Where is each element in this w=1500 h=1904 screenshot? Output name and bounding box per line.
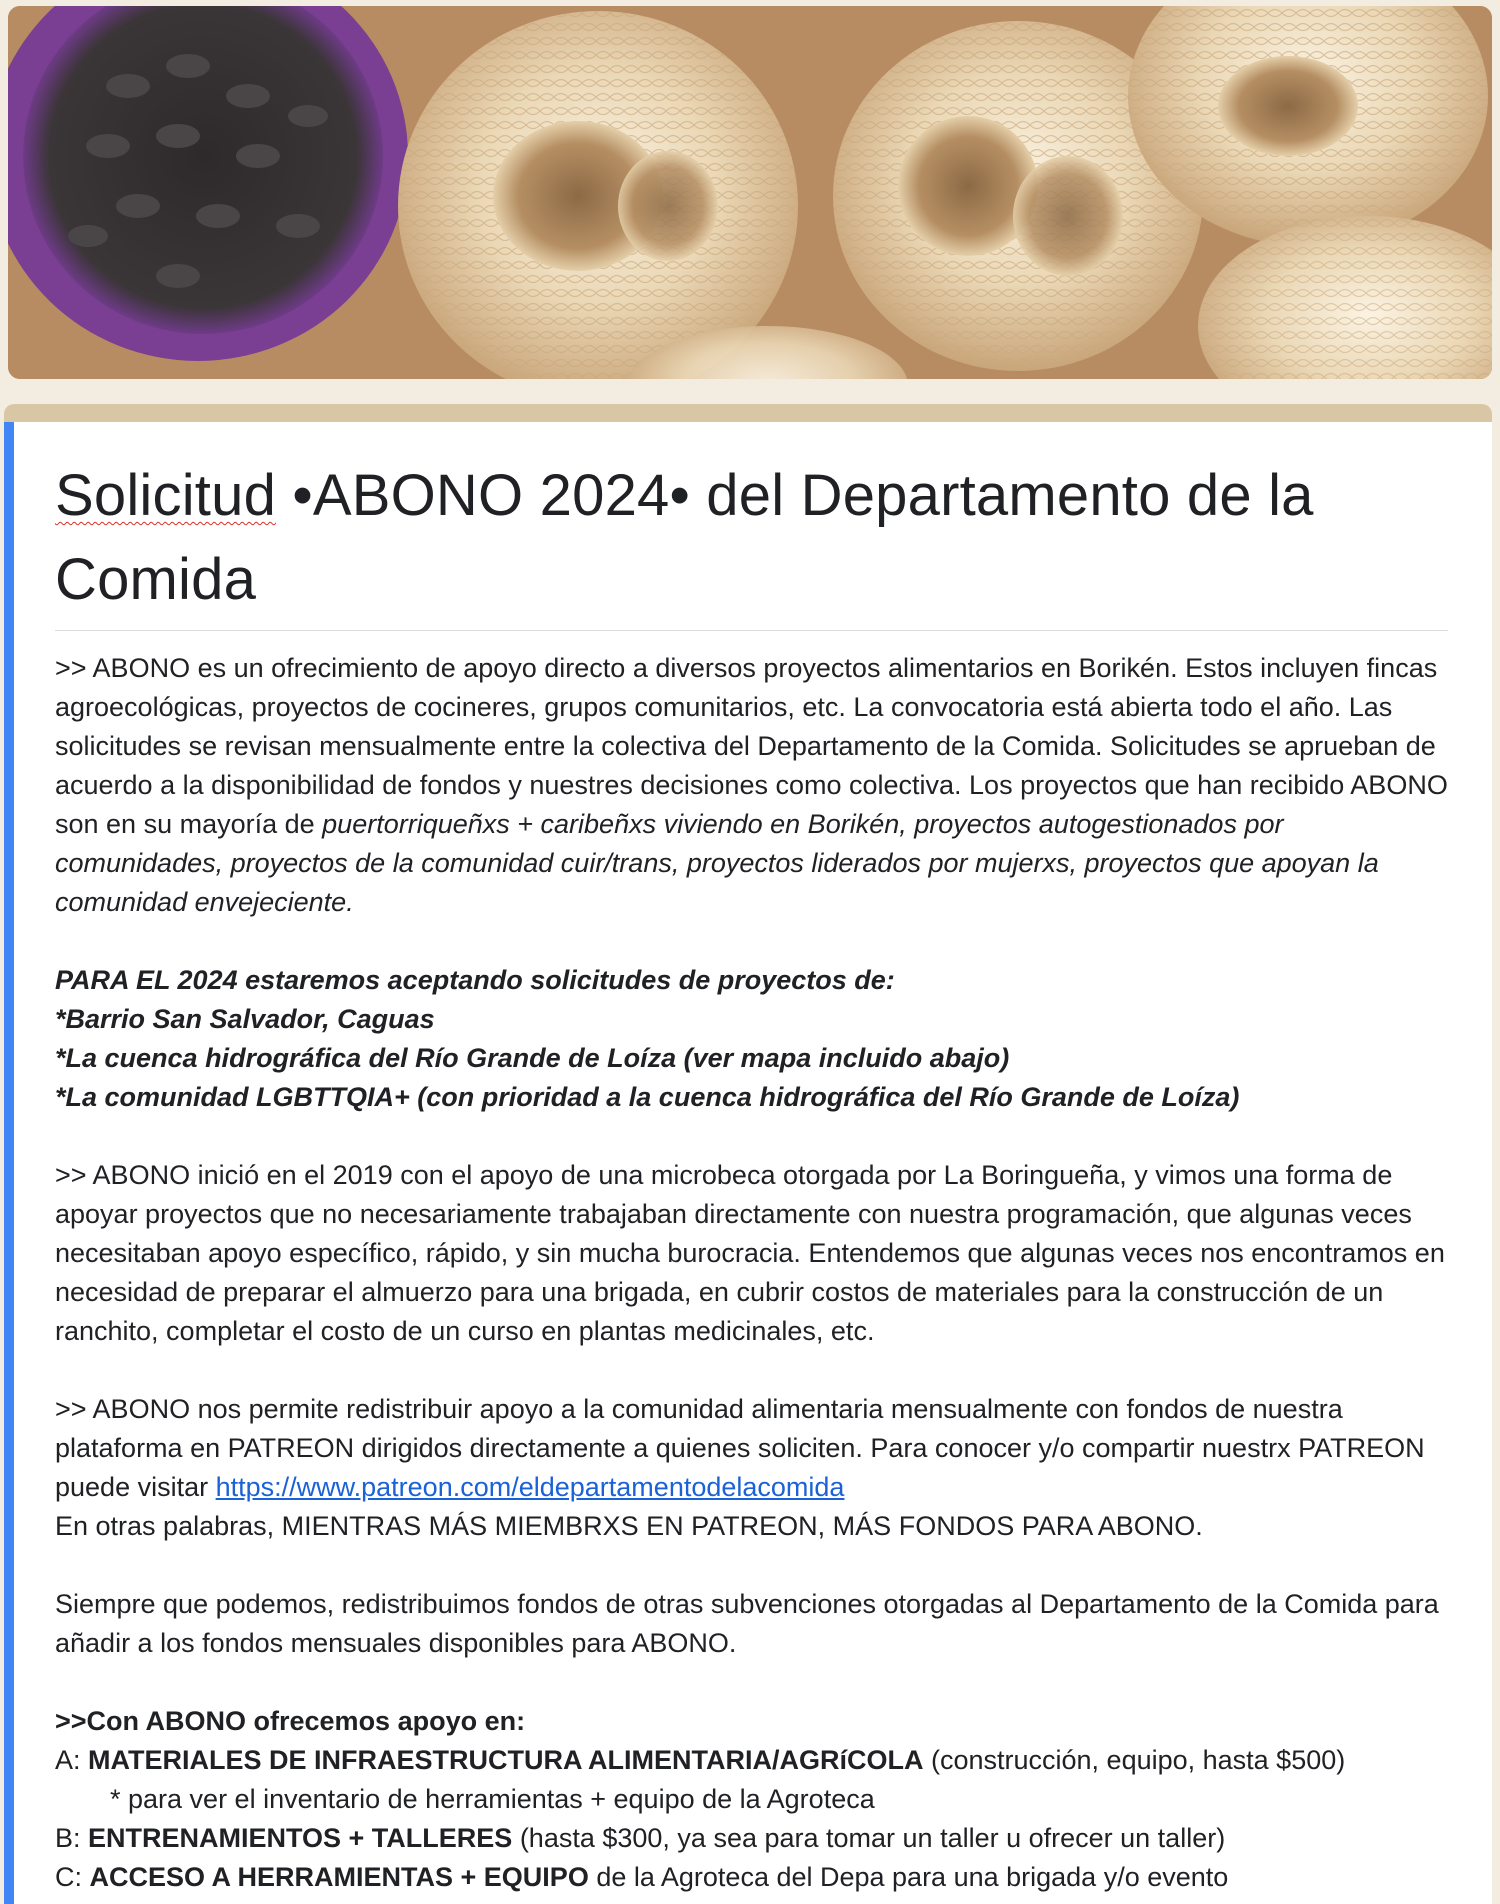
priority-item: *Barrio San Salvador, Caguas (55, 1004, 435, 1034)
card-accent-bar (4, 404, 1492, 422)
form-title-first-word: Solicitud (55, 463, 277, 528)
form-header-content (55, 454, 1448, 1897)
support-item-bold: MATERIALES DE INFRAESTRUCTURA ALIMENTARIA/AGRíCOLA (88, 1745, 924, 1775)
loofah-photo (8, 6, 1492, 379)
priority-item: *La comunidad LGBTTQIA+ (con prioridad a la cuenca hidrográfica del Río Grande de Loíza) (55, 1082, 1240, 1112)
support-item-bold: ENTRENAMIENTOS + TALLERES (88, 1823, 513, 1853)
description-p1-text: >> ABONO es un ofrecimiento de apoyo directo a diversos proyectos alimentarios en Borikén. Estos incluyen fincas agroecológicas, proyectos de cocineres, grupos comunitarios, etc. La convocatoria está abierta todo el año. Las solicitudes se revisan mensualmente entre la colectiva del Departamento de la Comida. Solicitudes se aprueban de acuerdo a la disponibilidad de fondos y nuestres decisiones como colectiva. Los proyectos que han recibido ABONO son en su mayoría de (55, 653, 1448, 839)
support-item-rest: (hasta $300, ya sea para tomar un taller u ofrecer un taller) (512, 1823, 1226, 1853)
support-item-a-note: * para ver el inventario de herramientas + equipo de la Agroteca (110, 1784, 875, 1814)
description-p3-text: >> ABONO nos permite redistribuir apoyo a la comunidad alimentaria mensualmente con fondos de nuestra plataforma en PATREON dirigidos directamente a quienes soliciten. Para conocer y/o compartir nuestrx PATREON puede visitar (55, 1394, 1425, 1502)
form-title-rest: •ABONO 2024• del Departamento de la Comida (55, 463, 1314, 612)
support-item-c (55, 1858, 1448, 1897)
support-item-letter: A: (55, 1745, 89, 1775)
description-paragraph-3 (55, 1390, 1448, 1507)
support-item-b (55, 1819, 1448, 1858)
card-focus-indicator (4, 422, 14, 1904)
patreon-link[interactable]: https://www.patreon.com/eldepartamentodelacomida (215, 1472, 845, 1502)
form-title (55, 454, 1448, 631)
description-p1-italic: puertorriqueñxs + caribeñxs viviendo en Borikén, proyectos autogestionados por comunidades, proyectos de la comunidad cuir/trans, proyectos liderados por mujerxs, proyectos que apoyan la comunidad envejeciente. (55, 809, 1379, 917)
description-paragraph-2: >> ABONO inició en el 2019 con el apoyo de una microbeca otorgada por La Boringueña, y vimos una forma de apoyar proyectos que no necesariamente trabajaban directamente con nuestra programación, que algunas veces necesitaban apoyo específico, rápido, y sin mucha burocracia. Entendemos que algunas veces nos encontramos en necesidad de preparar el almuerzo para una brigada, en cubrir costos de materiales para la construcción de un ranchito, completar el costo de un curso en plantas medicinales, etc. (55, 1160, 1445, 1346)
support-item-letter: B: (55, 1823, 89, 1853)
form-description (55, 649, 1448, 1897)
form-header-card (4, 404, 1492, 1904)
header-banner-image (8, 6, 1492, 379)
description-paragraph-3b: En otras palabras, MIENTRAS MÁS MIEMBRXS EN PATREON, MÁS FONDOS PARA ABONO. (55, 1511, 1203, 1541)
support-item-bold: ACCESO A HERRAMIENTAS + EQUIPO (89, 1862, 589, 1892)
support-item-a (55, 1741, 1448, 1780)
priority-item: *La cuenca hidrográfica del Río Grande de Loíza (ver mapa incluido abajo) (55, 1043, 1010, 1073)
support-item-rest: de la Agroteca del Depa para una brigada y/o evento (588, 1862, 1229, 1892)
priority-heading: PARA EL 2024 estaremos aceptando solicitudes de proyectos de: (55, 965, 895, 995)
description-paragraph-4: Siempre que podemos, redistribuimos fondos de otras subvenciones otorgadas al Departamento de la Comida para añadir a los fondos mensuales disponibles para ABONO. (55, 1589, 1439, 1658)
support-heading: >>Con ABONO ofrecemos apoyo en: (55, 1706, 526, 1736)
description-paragraph-1 (55, 649, 1448, 922)
support-item-letter: C: (55, 1862, 90, 1892)
support-item-rest: (construcción, equipo, hasta $500) (923, 1745, 1346, 1775)
